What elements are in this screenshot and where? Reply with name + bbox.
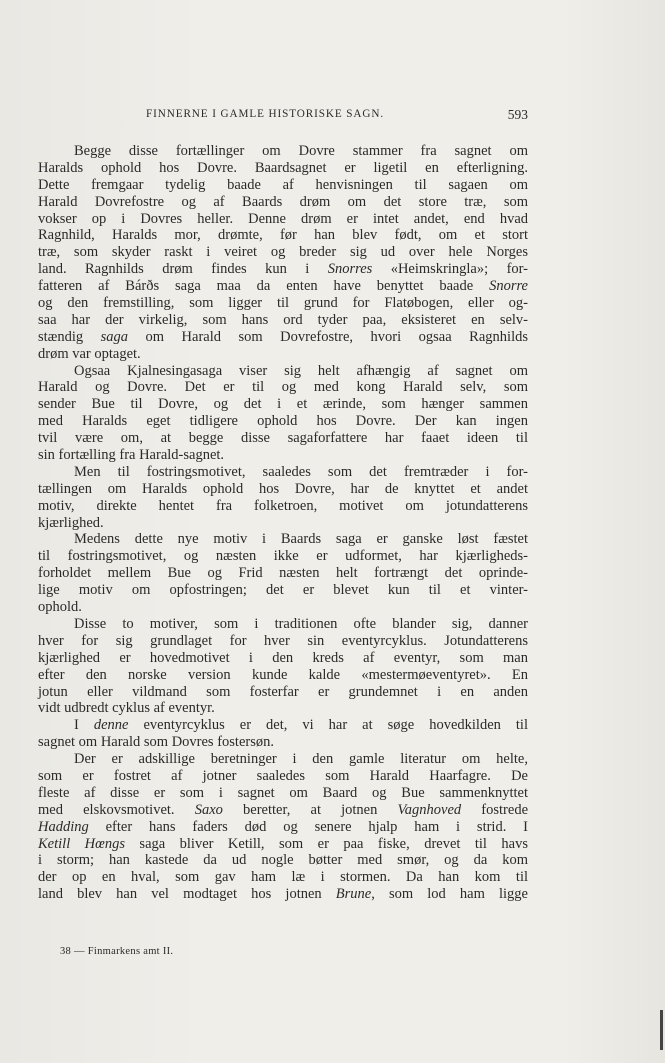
text-line bbox=[38, 616, 528, 633]
text-line bbox=[38, 312, 528, 329]
text-run: efter hans faders død og senere hjalp ham i strid. I bbox=[88, 818, 528, 835]
text-run: motiv, direkte hentet fra folketroen, motivet om jotundatterens bbox=[38, 497, 528, 514]
text-line bbox=[38, 143, 528, 160]
text-line bbox=[38, 886, 528, 903]
text-run: som er fostret af jotner saaledes som Harald Haarfagre. De bbox=[38, 767, 528, 784]
text-run: lige motiv om opfostringen; det er blevet kun til et vinter- bbox=[38, 582, 528, 599]
text-run: hver for sig grundlaget for hver sin eventyrcyklus. Jotundatterens bbox=[38, 632, 528, 649]
text-line bbox=[38, 565, 528, 582]
italic-text: Hadding bbox=[38, 818, 89, 835]
text-line bbox=[38, 531, 528, 548]
text-line bbox=[38, 785, 528, 802]
text-run: Begge disse fortællinger om Dovre stammer fra sagnet om bbox=[74, 143, 528, 159]
text-run: «Heimskringla»; for- bbox=[372, 261, 529, 278]
text-run: Der er adskillige beretninger i den gamle literatur om helte, bbox=[74, 751, 528, 768]
text-line bbox=[38, 582, 528, 599]
text-line bbox=[38, 734, 528, 751]
italic-text: Ketill Hœngs bbox=[38, 835, 125, 852]
text-line bbox=[38, 295, 528, 312]
text-line bbox=[38, 227, 528, 244]
italic-text: Snorres bbox=[327, 261, 373, 278]
text-run: Harald Dovrefostre og af Baards drøm om det store træ, som bbox=[38, 193, 528, 210]
printer-signature: 38 — Finmarkens amt II. bbox=[60, 946, 174, 957]
text-line bbox=[38, 852, 528, 869]
text-run: I bbox=[74, 717, 94, 734]
text-line bbox=[38, 194, 528, 211]
italic-text: saga bbox=[100, 328, 129, 345]
text-run: med Haralds eget tidligere ophold hos Dovre. Der kan ingen bbox=[38, 413, 528, 430]
text-run: saga bliver Ketill, som er paa fiske, drevet til havs bbox=[124, 835, 528, 852]
text-line bbox=[38, 751, 528, 768]
text-run: Men til fostringsmotivet, saaledes som det fremtræder i for- bbox=[74, 463, 528, 480]
body-text bbox=[38, 143, 528, 903]
text-run: drøm var optaget. bbox=[38, 345, 141, 362]
text-run: forholdet mellem Bue og Frid næsten helt fortrængt det oprinde- bbox=[38, 565, 528, 582]
text-run: saa har der virkelig, som hans ord tyder paa, eksisteret en selv- bbox=[38, 311, 528, 328]
text-run: land blev han vel modtaget hos jotnen bbox=[38, 886, 336, 903]
text-line bbox=[38, 717, 528, 734]
text-run: fleste af disse er som i sagnet om Baard og Bue sammenknyttet bbox=[38, 784, 528, 801]
text-line bbox=[38, 599, 528, 616]
text-run: Ogsaa Kjalnesingasaga viser sig helt afhængig af sagnet om bbox=[74, 362, 528, 379]
text-run: til fostringsmotivet, og næsten ikke er udformet, har kjærligheds- bbox=[38, 548, 528, 565]
text-run: og den fremstilling, som ligger til grund for Flatøbogen, eller og- bbox=[38, 295, 528, 312]
text-run: med elskovsmotivet. bbox=[38, 801, 195, 818]
text-line bbox=[38, 177, 528, 194]
text-line bbox=[38, 700, 528, 717]
text-line bbox=[38, 819, 528, 836]
text-run: Medens dette nye motiv i Baards saga er ganske løst fæstet bbox=[74, 531, 528, 548]
text-run: Harald og Dovre. Det er til og med kong Harald selv, som bbox=[38, 379, 528, 396]
text-line bbox=[38, 464, 528, 481]
text-run: sin fortælling fra Harald-sagnet. bbox=[38, 447, 225, 464]
page-number: 593 bbox=[507, 107, 528, 122]
italic-text: Snorre bbox=[489, 278, 528, 295]
text-run: Disse to motiver, som i traditionen ofte blander sig, danner bbox=[74, 615, 528, 632]
page-edge-shadow bbox=[660, 1010, 663, 1050]
text-run: i storm; han kastede da ud nogle bøtter med smør, og da kom bbox=[38, 852, 528, 869]
text-run: sagnet om Harald som Dovres fostersøn. bbox=[38, 734, 274, 751]
text-run: Dette fremgaar tydelig baade af henvisningen til sagaen om bbox=[38, 176, 528, 193]
text-run: vokser op i Dovres heller. Denne drøm er intet andet, end hvad bbox=[38, 210, 528, 227]
text-line bbox=[38, 244, 528, 261]
text-run: land. Ragnhilds drøm findes kun i bbox=[38, 261, 328, 278]
text-line bbox=[38, 346, 528, 363]
text-run: vidt udbredt cyklus af eventyr. bbox=[38, 700, 215, 717]
italic-text: Vagnhoved bbox=[397, 801, 462, 818]
text-line bbox=[38, 413, 528, 430]
text-run: kjærlighed er hovedmotivet i den kreds af eventyr, som man bbox=[38, 649, 528, 666]
text-run: fatteren af Bárðs saga maa da enten have benyttet baade bbox=[38, 278, 490, 295]
text-line bbox=[38, 667, 528, 684]
text-line bbox=[38, 211, 528, 228]
italic-text: denne bbox=[93, 717, 129, 734]
text-line bbox=[38, 869, 528, 886]
text-line bbox=[38, 650, 528, 667]
text-line bbox=[38, 481, 528, 498]
text-run: Haralds ophold hos Dovre. Baardsagnet er ligetil en efterligning. bbox=[38, 159, 528, 176]
running-title: FINNERNE I GAMLE HISTORISKE SAGN. bbox=[146, 108, 385, 120]
text-run: ophold. bbox=[38, 599, 82, 616]
text-run: der op en hval, som gav ham læ i stormen. Da han kom til bbox=[38, 869, 528, 886]
text-run: efter den norske version kunde kalde «mestermøeventyret». En bbox=[38, 666, 528, 683]
text-line bbox=[38, 836, 528, 853]
text-line bbox=[38, 430, 528, 447]
text-run: Ragnhild, Haralds mor, drømte, før han blev født, om et stort bbox=[38, 227, 528, 244]
text-line bbox=[38, 329, 528, 346]
italic-text: Brune bbox=[335, 886, 372, 903]
text-line bbox=[38, 802, 528, 819]
text-line bbox=[38, 379, 528, 396]
text-run: fostrede bbox=[461, 801, 529, 818]
text-run: beretter, at jotnen bbox=[222, 801, 398, 818]
text-run: sender Bue til Dovre, og det i et ærinde, som hænger sammen bbox=[38, 396, 528, 413]
text-line bbox=[38, 498, 528, 515]
text-run: jotun eller vildmand som fosterfar er grundemnet i en anden bbox=[38, 683, 528, 700]
text-run: eventyrcyklus er det, vi har at søge hovedkilden til bbox=[128, 717, 528, 734]
text-line bbox=[38, 261, 528, 278]
text-run: tvil være om, at begge disse sagaforfattere har faaet ideen til bbox=[38, 430, 528, 447]
text-run: stændig bbox=[38, 328, 101, 345]
text-line bbox=[38, 548, 528, 565]
text-line bbox=[38, 768, 528, 785]
text-run: træ, som skyder raskt i veiret og breder sig ud over hele Norges bbox=[38, 244, 528, 261]
text-line bbox=[38, 515, 528, 532]
text-line bbox=[38, 396, 528, 413]
italic-text: Saxo bbox=[194, 801, 223, 818]
text-line bbox=[38, 363, 528, 380]
text-run: kjærlighed. bbox=[38, 514, 104, 531]
text-line bbox=[38, 684, 528, 701]
text-run: om Harald som Dovrefostre, hvori ogsaa Ragnhilds bbox=[128, 328, 528, 345]
page-header bbox=[146, 108, 528, 126]
text-line bbox=[38, 633, 528, 650]
text-line bbox=[38, 447, 528, 464]
text-line bbox=[38, 160, 528, 177]
text-run: tællingen om Haralds ophold hos Dovre, har de knyttet et andet bbox=[38, 480, 528, 497]
text-line bbox=[38, 278, 528, 295]
text-run: , som lod ham ligge bbox=[371, 886, 528, 903]
